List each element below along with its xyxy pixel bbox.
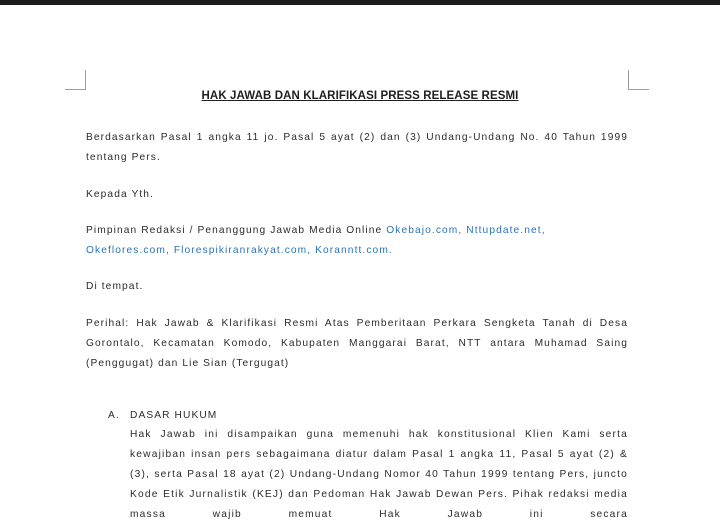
- addressee-line: Kepada Yth.: [86, 189, 154, 200]
- section-a-title: DASAR HUKUM: [130, 410, 218, 421]
- section-a-heading: [108, 406, 217, 426]
- media-links-1[interactable]: Okebajo.com, Nttupdate.net,: [386, 225, 546, 236]
- media-links-2[interactable]: Okeflores.com, Florespikiranrakyat.com, Koranntt.com.: [86, 245, 393, 256]
- legal-basis-paragraph: Berdasarkan Pasal 1 angka 11 jo. Pasal 5 ayat (2) dan (3) Undang-Undang No. 40 Tahun 1999 tentang Pers.: [86, 132, 628, 163]
- section-a-marker: A.: [108, 410, 120, 421]
- recipient-prefix: Pimpinan Redaksi / Penanggung Jawab Media Online: [86, 225, 387, 236]
- margin-corner-right: [628, 70, 649, 90]
- recipient-paragraph: [86, 221, 628, 261]
- document-title: HAK JAWAB DAN KLARIFIKASI PRESS RELEASE RESMI: [201, 90, 519, 102]
- section-a-body: Hak Jawab ini disampaikan guna memenuhi hak konstitusional Klien Kami serta kewajiban insan pers sebagaimana diatur dalam Pasal 1 angka 11, Pasal 5 ayat (2) & (3), serta Pasal 18 ayat (2) Undang-Undang Nomor 40 Tahun 1999 tentang Pers, juncto Kode Etik Jurnalistik (KEJ) dan Pedoman Hak Jawab Dewan Pers. Pihak redaksi media massa wajib memuat Hak Jawab ini secara: [130, 429, 628, 520]
- subject-paragraph: Perihal: Hak Jawab & Klarifikasi Resmi Atas Pemberitaan Perkara Sengketa Tanah di Desa Gorontalo, Kecamatan Komodo, Kabupaten Manggarai Barat, NTT antara Muhamad Saing (Penggugat) dan Lie Sian (Tergugat): [86, 318, 628, 369]
- place-line: Di tempat.: [86, 281, 144, 292]
- margin-corner-left: [65, 70, 86, 90]
